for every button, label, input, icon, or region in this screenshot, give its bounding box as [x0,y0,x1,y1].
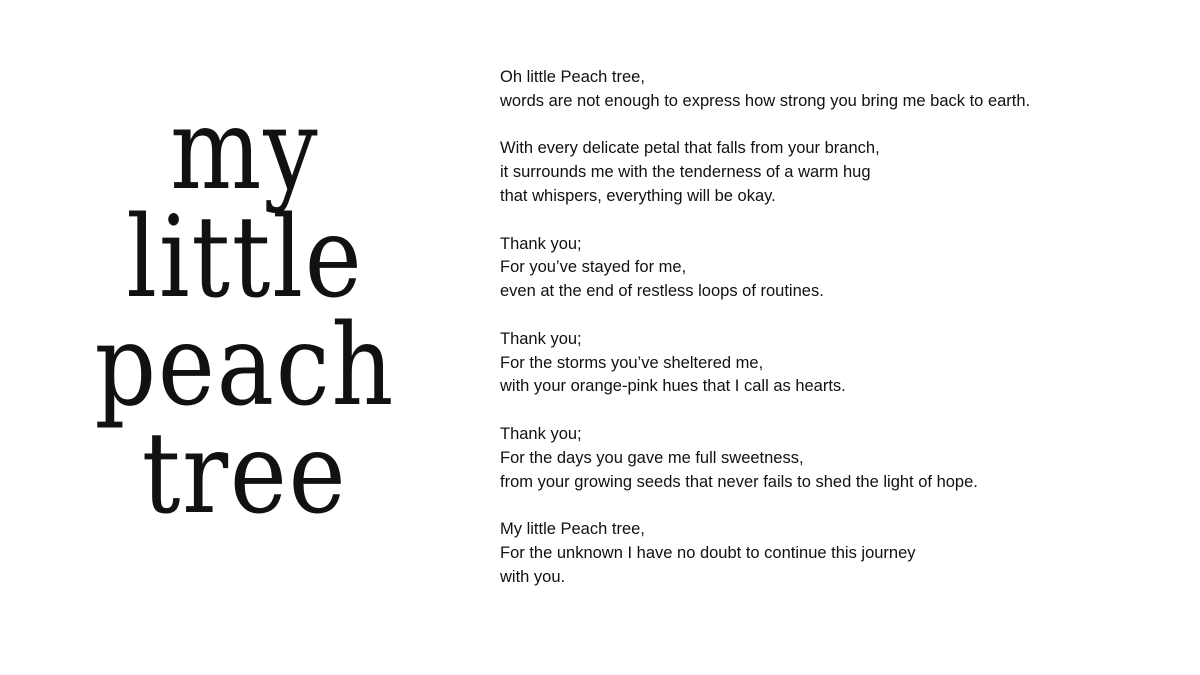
stanza [500,233,1160,304]
stanza [500,328,1160,399]
title-line: tree [142,409,348,539]
title-line: peach [94,301,396,431]
poem-line: For the days you gave me full sweetness, [500,448,804,467]
poem-line: For you’ve stayed for me, [500,258,687,277]
poem-line: with your orange-pink hues that I call as hearts. [500,377,846,396]
title-line: little [126,193,364,323]
poem-line: it surrounds me with the tenderness of a warm hug [500,163,871,182]
poem-line: words are not enough to express how strong you bring me back to earth. [500,91,1031,110]
poem-line: even at the end of restless loops of routines. [500,282,824,301]
poem-line: With every delicate petal that falls from your branch, [500,139,880,158]
stanza [500,423,1160,494]
poem-line: with you. [500,567,566,586]
stanza [500,518,1160,589]
poem-line: Thank you; [500,234,582,253]
poem-line: from your growing seeds that never fails to shed the light of hope. [500,472,978,491]
poem-body [500,66,1160,590]
stanza [500,66,1160,114]
poem-title [40,85,450,539]
poem-line: Thank you; [500,329,582,348]
stanza [500,137,1160,208]
poem-line: that whispers, everything will be okay. [500,186,776,205]
poem-line: For the storms you’ve sheltered me, [500,353,764,372]
poem-line: For the unknown I have no doubt to continue this journey [500,543,916,562]
poem-line: Oh little Peach tree, [500,68,645,86]
title-line: my [170,85,320,215]
poem-line: My little Peach tree, [500,520,645,539]
poem-line: Thank you; [500,424,582,443]
